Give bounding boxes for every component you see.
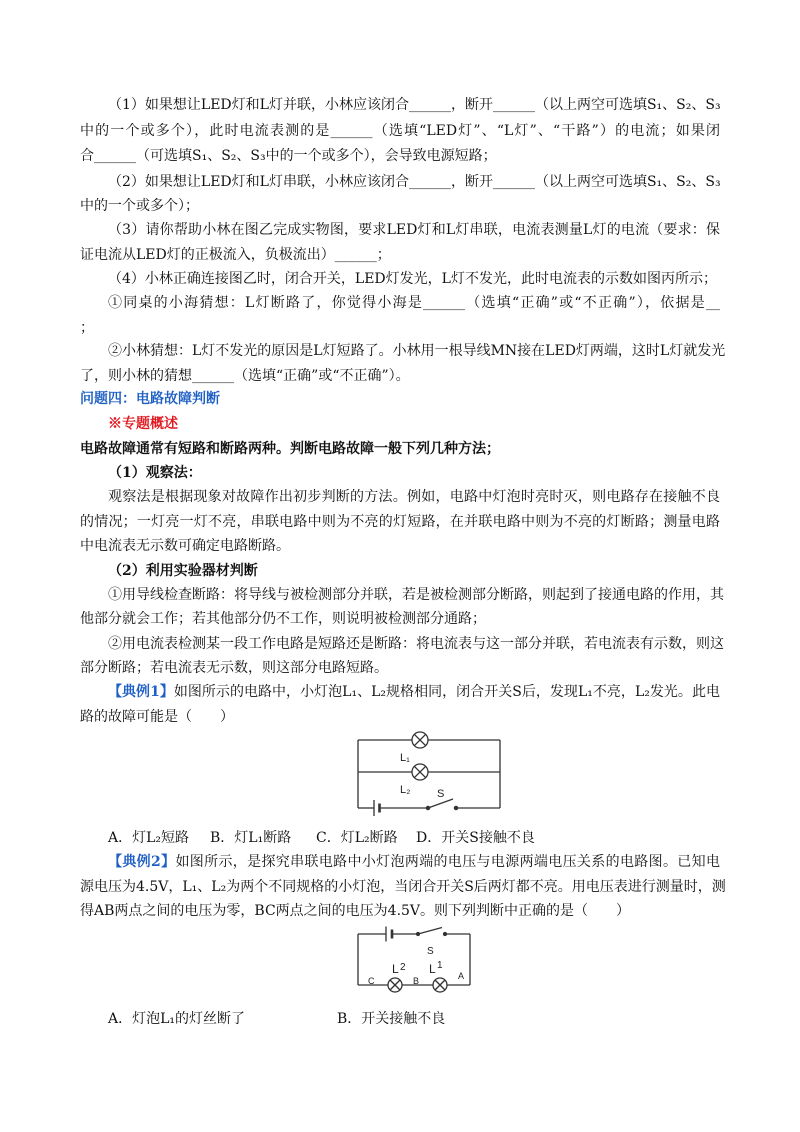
- switch-blade: [418, 928, 442, 935]
- label-l2: L₂: [400, 784, 411, 796]
- example2-line-3: 得AB两点之间的电压为零，BC两点之间的电压为4.5V。则下列判断中正确的是（ ）: [80, 903, 631, 919]
- example1-option-a[interactable]: A．灯L₂短路: [108, 830, 190, 846]
- label-l2-letter: L: [392, 962, 399, 976]
- q-part4-guess2-line-2: 了，则小林的猜想______（选填“正确”或“不正确”）。: [80, 368, 410, 384]
- point-c-label: C: [368, 976, 375, 986]
- method2-line-3: ②用电流表检测某一段工作电路是短路还是断路：将电流表与这一部分并联，若电流表有示数，则这: [108, 636, 724, 652]
- example1-option-c[interactable]: C．灯L₂断路: [316, 830, 398, 846]
- example1-label: 【典例1】: [108, 684, 174, 700]
- method1-line-1: 观察法是根据现象对故障作出初步判断的方法。例如，电路中灯泡时亮时灭，则电路存在接触不良: [108, 489, 720, 505]
- label-l2-number: 2: [400, 962, 406, 973]
- example2-label: 【典例2】: [108, 854, 176, 870]
- method1-line-2: 的情况；一灯亮一灯不亮，串联电路中则为不亮的灯短路，在并联电路中则为不亮的灯断路；测量电路: [80, 514, 720, 530]
- example1-line-1: [108, 682, 720, 702]
- example2-option-b[interactable]: B．开关接触不良: [337, 1011, 446, 1027]
- example1-circuit-diagram: [350, 728, 506, 816]
- method2-line-4: 部分断路；若电流表无示数，则这部分电路短路。: [80, 660, 388, 676]
- method1-title: （1）观察法：: [108, 465, 202, 481]
- q-part3-line-2: 证电流从LED灯的正极流入，负极流出）______；: [80, 247, 391, 263]
- q-part2-line-1: （2）如果想让LED灯和L灯串联，小林应该闭合______，断开______（以上两空可选填S₁、S₂、S₃: [108, 174, 721, 190]
- q-part3-line-1: （3）请你帮助小林在图乙完成实物图，要求LED灯和L灯串联，电流表测量L灯的电流（要求：保: [108, 222, 720, 238]
- q-part1-line-2: 中的一个或多个），此时电流表测的是______（选填“LED灯”、“L灯”、“干路”）的电流；如果闭: [80, 123, 720, 139]
- q-part4-guess1-line-2: ；: [80, 320, 94, 336]
- q-part4-line-1: （4）小林正确连接图乙时，闭合开关，LED灯发光，L灯不发光，此时电流表的示数如图丙所示；: [108, 271, 717, 287]
- example1-option-d[interactable]: D．开关S接触不良: [416, 830, 535, 846]
- example2-line-2: 源电压为4.5V，L₁、L₂为两个不同规格的小灯泡，当闭合开关S后两灯都不亮。用电压表进行测量时，测: [80, 879, 726, 895]
- q-part1-line-3: 合______（可选填S₁、S₂、S₃中的一个或多个），会导致电源短路；: [80, 148, 497, 164]
- label-l1-number: 1: [437, 960, 443, 971]
- label-s: S: [437, 788, 445, 800]
- example1-line-2: 路的故障可能是（ ）: [80, 709, 234, 725]
- example1-text: 如图所示的电路中，小灯泡L₁、L₂规格相同，闭合开关S后，发现L₁不亮，L₂发光。此电: [173, 684, 720, 700]
- overview-label: ※专题概述: [108, 416, 178, 432]
- method1-line-3: 中电流表无示数可确定电路断路。: [80, 538, 290, 554]
- label-l1: L₁: [400, 752, 410, 764]
- example2-option-a[interactable]: A．灯泡L₁的灯丝断了: [108, 1011, 246, 1027]
- q-part1-line-1: （1）如果想让LED灯和L灯并联，小林应该闭合______，断开______（以上两空可选填S₁、S₂、S₃: [108, 97, 721, 113]
- switch-pivot: [426, 806, 429, 809]
- q-part4-guess2-line-1: ②小林猜想：L灯不发光的原因是L灯短路了。小林用一根导线MN接在LED灯两端，这时L灯就发光: [108, 343, 726, 359]
- point-b-label: B: [413, 976, 420, 986]
- example2-circuit-diagram: [352, 926, 476, 1000]
- section-title: 问题四：电路故障判断: [80, 391, 220, 407]
- label-l1-letter: L: [429, 962, 436, 976]
- switch-pivot: [417, 933, 420, 936]
- q-part2-line-2: 中的一个或多个）；: [80, 198, 199, 214]
- point-a-label: A: [458, 971, 465, 981]
- example2-text: 如图所示，是探究串联电路中小灯泡两端的电压与电源两端电压关系的电路图。已知电: [175, 854, 720, 870]
- q-part4-guess1-line-1: ①同桌的小海猜想：L灯断路了，你觉得小海是______（选填“正确”或“不正确”），依据是__: [108, 295, 720, 311]
- method2-title: （2）利用实验器材判断: [108, 563, 258, 579]
- example2-line-1: [108, 852, 720, 872]
- switch-blade: [428, 799, 453, 808]
- section-intro: 电路故障通常有短路和断路两种。判断电路故障一般下列几种方法；: [80, 441, 500, 457]
- method2-line-1: ①用导线检查断路：将导线与被检测部分并联，若是被检测部分断路，则起到了接通电路的作用，其: [108, 587, 724, 603]
- example1-option-b[interactable]: B．灯L₁断路: [210, 830, 292, 846]
- label-s: S: [427, 946, 434, 957]
- method2-line-2: 他部分就会工作；若其他部分仍不工作，则说明被检测部分通路；: [80, 611, 486, 627]
